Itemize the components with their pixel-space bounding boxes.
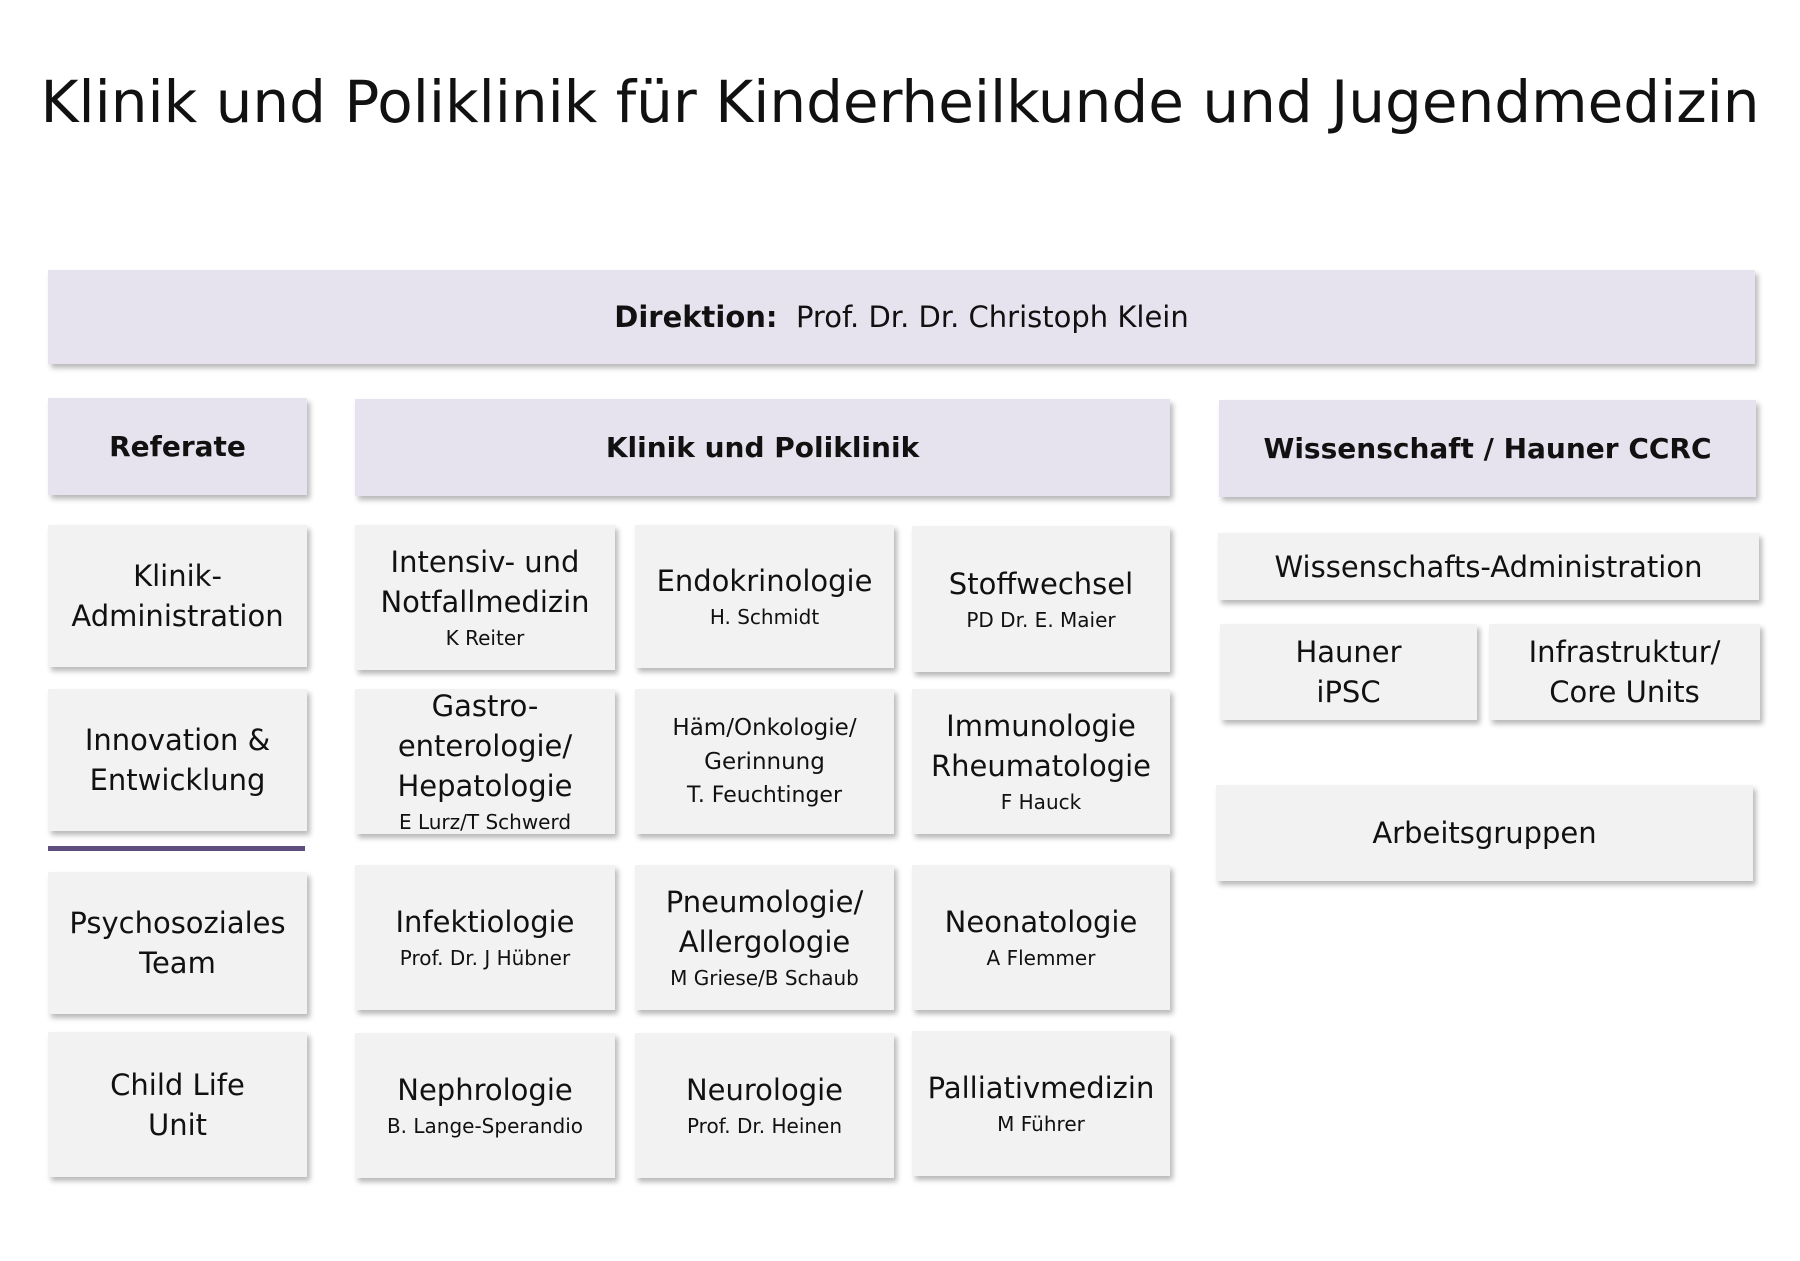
unit-head: PD Dr. E. Maier xyxy=(966,607,1116,632)
wissenschaft-header-label: Wissenschaft / Hauner CCRC xyxy=(1263,431,1712,465)
klinik-header xyxy=(355,399,1170,496)
referat-line-1: Klinik- xyxy=(133,559,222,593)
unit-head: T. Feuchtinger xyxy=(686,783,842,808)
unit-immunologie-rheumatologie xyxy=(912,689,1170,834)
unit-name-line: Stoffwechsel xyxy=(948,566,1134,601)
unit-name-line: Nephrologie xyxy=(397,1073,573,1107)
unit-head: M Griese/B Schaub xyxy=(670,966,859,990)
unit-infektiologie xyxy=(355,865,615,1010)
unit-head: K Reiter xyxy=(445,626,525,650)
unit-name-line: Intensiv- und xyxy=(390,545,580,579)
unit-name-line: Infektiologie xyxy=(395,905,575,939)
direktion-box xyxy=(48,270,1755,364)
unit-head: Prof. Dr. Heinen xyxy=(686,1114,843,1138)
referat-line-2: Unit xyxy=(147,1107,208,1142)
infrastruktur-line-2: Core Units xyxy=(1549,675,1700,709)
unit-neurologie xyxy=(635,1033,894,1178)
unit-name-line: Palliativmedizin xyxy=(927,1071,1155,1105)
unit-name-line: Rheumatologie xyxy=(931,749,1151,783)
infrastruktur-core-units xyxy=(1489,624,1760,720)
unit-head: Prof. Dr. J Hübner xyxy=(399,946,571,970)
unit-name-line: Allergologie xyxy=(678,925,851,959)
unit-neonatologie xyxy=(912,865,1170,1010)
hauner-ipsc-line-1: Hauner xyxy=(1295,635,1402,669)
unit-nephrologie xyxy=(355,1033,615,1178)
infrastruktur-line-1: Infrastruktur/ xyxy=(1528,635,1721,669)
referat-line-1: Child Life xyxy=(110,1067,245,1102)
referat-line-2: Team xyxy=(139,946,216,980)
arbeitsgruppen xyxy=(1216,785,1753,881)
unit-head: E Lurz/T Schwerd xyxy=(398,810,572,834)
hauner-ipsc xyxy=(1220,624,1477,720)
arbeitsgruppen-label: Arbeitsgruppen xyxy=(1372,816,1597,850)
unit-name-line: Notfallmedizin xyxy=(380,585,590,619)
direktion-label: Direktion: xyxy=(614,300,778,334)
unit-name-line: Gerinnung xyxy=(704,749,825,775)
unit-name-line: Hepatologie xyxy=(397,769,573,803)
referat-line-1: Innovation & xyxy=(84,723,271,757)
referate-header xyxy=(48,398,307,495)
referat-psychosoziales-team xyxy=(48,872,307,1014)
unit-head: M Führer xyxy=(997,1112,1085,1136)
referat-line-2: Administration xyxy=(71,599,284,633)
unit-endokrinologie xyxy=(635,525,894,668)
direktion-name: Prof. Dr. Dr. Christoph Klein xyxy=(795,300,1189,334)
wissenschaft-header xyxy=(1219,400,1756,497)
klinik-header-label: Klinik und Poliklinik xyxy=(605,430,920,464)
hauner-ipsc-line-2: iPSC xyxy=(1316,675,1381,709)
unit-stoffwechsel xyxy=(912,526,1170,672)
unit-name-line: Immunologie xyxy=(946,709,1136,743)
referat-child-life-unit xyxy=(48,1032,307,1177)
referat-line-2: Entwicklung xyxy=(89,763,266,797)
unit-name-line: Endokrinologie xyxy=(656,564,873,598)
unit-name-line: Häm/Onkologie/ xyxy=(672,715,857,741)
unit-head: H. Schmidt xyxy=(709,605,820,629)
unit-name-line: Neurologie xyxy=(685,1073,844,1107)
wissenschafts-administration-label: Wissenschafts-Administration xyxy=(1274,549,1703,584)
referat-line-1: Psychosoziales xyxy=(69,906,286,940)
referate-header-label: Referate xyxy=(109,429,246,463)
referat-klinik-administration xyxy=(48,525,307,667)
unit-gastroenterologie-hepatologie xyxy=(355,689,615,834)
unit-name-line: Neonatologie xyxy=(944,905,1138,939)
unit-palliativmedizin xyxy=(912,1031,1170,1176)
referate-divider xyxy=(48,846,305,851)
referat-innovation-entwicklung xyxy=(48,689,307,831)
unit-pneumologie-allergologie xyxy=(635,865,894,1010)
page-title: Klinik und Poliklinik für Kinderheilkunde und Jugendmedizin xyxy=(40,68,1760,136)
unit-head: A Flemmer xyxy=(986,946,1096,970)
unit-head: F Hauck xyxy=(1000,790,1082,814)
unit-intensiv-notfallmedizin xyxy=(355,525,615,670)
unit-name-line: Pneumologie/ xyxy=(665,885,864,919)
wissenschafts-administration xyxy=(1218,533,1759,600)
unit-name-line: Gastro- xyxy=(431,689,539,723)
unit-haem-onkologie-gerinnung xyxy=(635,689,894,834)
unit-head: B. Lange-Sperandio xyxy=(386,1114,584,1138)
unit-name-line: enterologie/ xyxy=(397,729,573,763)
